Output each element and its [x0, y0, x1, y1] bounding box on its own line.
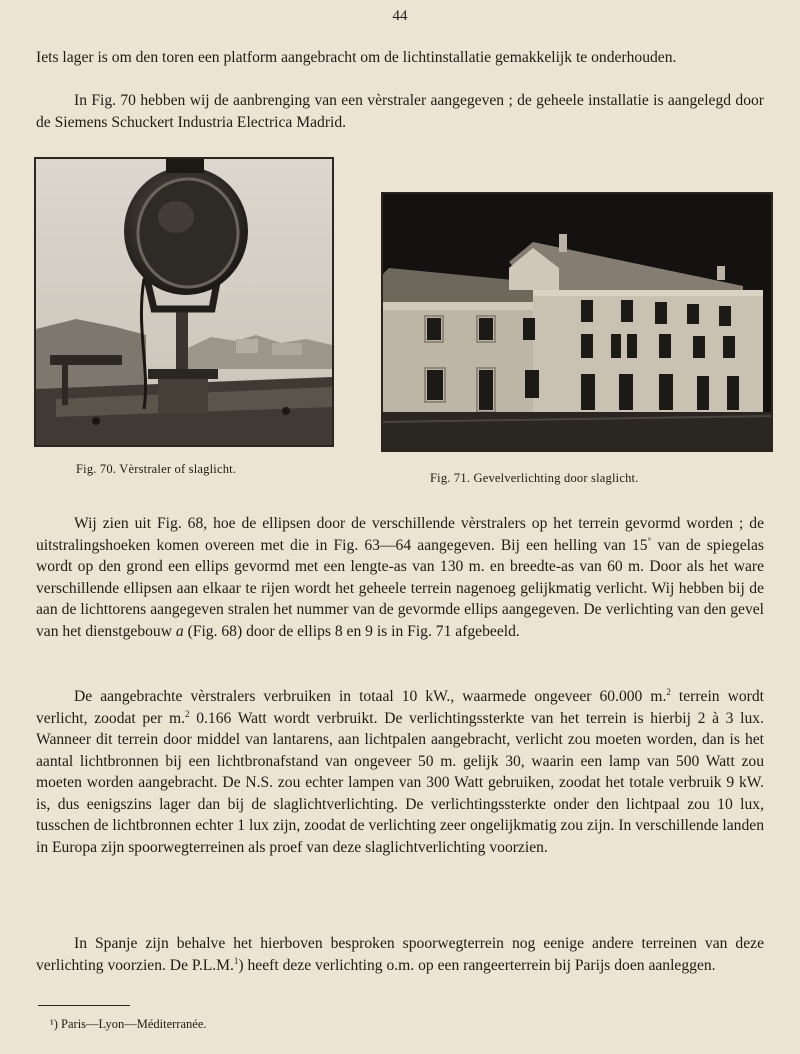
intro-paragraph-2: In Fig. 70 hebben wij de aanbrenging van een vèrstraler aangegeven ; de geheele installatie is aangelegd door de Siemens Schuckert Industria Electrica Madrid.: [36, 92, 764, 131]
figure-70-photo: [34, 157, 334, 447]
text-run: In Spanje zijn behalve het hierboven besproken spoorwegterrein nog eenige andere terreinen van deze verlichting voorzien. De P.L.M.: [36, 935, 764, 974]
italic-reference: a: [175, 622, 184, 640]
page-number: 44: [392, 8, 408, 24]
text-run: 0.166 Watt wordt verbruikt. De verlichtingssterkte van het terrein is hierbij 2 à 3 lux. Wanneer dit terrein door middel van lantarens, aan lichtpalen aangebracht, verlicht zou moeten worden, dan is het aantal lichtbronnen bij een lichtbronafstand van ongeveer 50 m. gelijk 30, waarin een lamp van 500 Watt zou moeten worden aangebracht. De N.S. zou echter lampen van 300 Watt gebruiken, zoodat het totale verbruik 9 kW. is, dus eenigszins lager dan bij de slaglichtverlichting. De verlichtingssterkte onder den lichtpaal zou 10 lux, tusschen de lichtbronnen echter 1 lux zijn, zoodat de verlichting zeer ongelijkmatig zou zijn. In verschillende landen in Europa zijn spoorwegterreinen als proef van deze slaglichtverlichting voorzien.: [36, 709, 764, 856]
footnote-text: Paris—Lyon—Méditerranée.: [57, 1017, 207, 1031]
searchlight-illustration: [36, 159, 332, 445]
body-paragraph-spain: [36, 933, 764, 976]
text-run: Wij zien uit Fig. 68, hoe de ellipsen door de verschillende vèrstralers op het terrein gevormd worden ; de uitstralingshoeken komen overeen met die in Fig. 63—64 aangegeven. Bij een helling van 15: [36, 515, 764, 554]
footnote-divider: [38, 1005, 130, 1006]
text-run: terrein wordt verlicht, zoodat per m.: [36, 688, 764, 727]
figure-70-caption: Fig. 70. Vèrstraler of slaglicht.: [76, 462, 237, 476]
text-run: van de spiegelas wordt op den grond een ellips gevormd met een lengte-as van 130 m. en breedte-as van 60 m. Door als het ware verschillende ellipsen aan elkaar te rijen wordt het geheele terrein nagenoeg gelijkmatig verlicht. Wij hebben bij de aan de lichttorens aangegeven stralen het nummer van de gevormde ellips aangegeven. De verlichting van den gevel van het dienstgebouw: [36, 536, 764, 640]
degree-sign: °: [647, 535, 652, 546]
figure-71-caption: Fig. 71. Gevelverlichting door slaglicht.: [430, 471, 639, 485]
intro-paragraph-1: Iets lager is om den toren een platform aangebracht om de lichtinstallatie gemakkelijk te onderhouden.: [36, 49, 677, 66]
superscript: 2: [185, 708, 190, 719]
building-facade-illustration: [383, 194, 771, 450]
body-paragraph-ellipses: [36, 513, 764, 642]
footnote-reference: 1: [233, 955, 239, 966]
footnote: [50, 1017, 207, 1032]
text-run: (Fig. 68) door de ellips 8 en 9 is in Fig. 71 afgebeeld.: [183, 622, 520, 640]
text-run: ) heeft deze verlichting o.m. op een rangeerterrein bij Parijs doen aanleggen.: [238, 956, 716, 974]
superscript: 2: [666, 686, 671, 697]
footnote-marker: ¹): [50, 1017, 58, 1031]
body-paragraph-consumption: [36, 686, 764, 858]
text-run: De aangebrachte vèrstralers verbruiken in totaal 10 kW., waarmede ongeveer 60.000 m.: [74, 688, 667, 705]
figure-71-photo: [381, 192, 773, 452]
